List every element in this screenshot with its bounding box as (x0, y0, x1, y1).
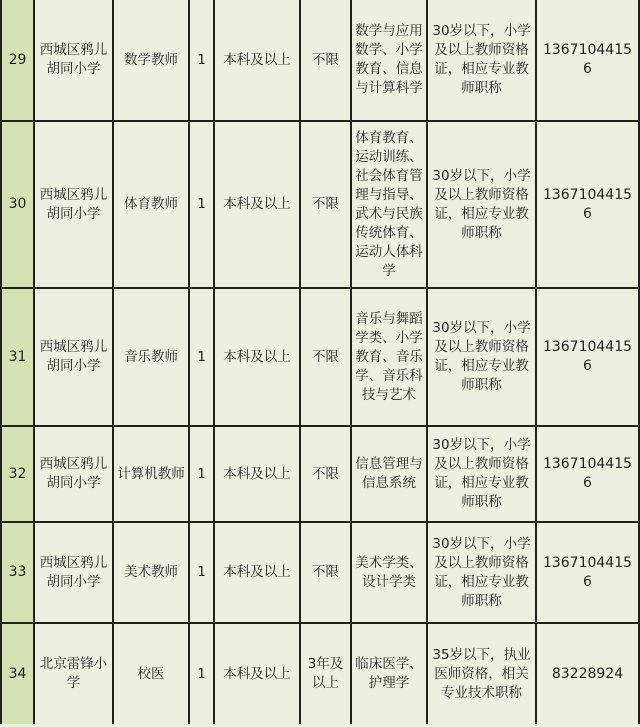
table-row (1, 623, 639, 724)
education-cell: 本科及以上 (214, 121, 300, 288)
row-number: 32 (1, 426, 34, 522)
experience-cell: 不限 (300, 0, 351, 121)
row-number: 30 (1, 121, 34, 288)
count-cell: 1 (189, 522, 214, 623)
requirement-cell: 30岁以下，小学及以上教师资格证，相应专业教师职称 (427, 0, 536, 121)
education-cell: 本科及以上 (214, 426, 300, 522)
phone-cell: 83228924 (536, 623, 639, 724)
position-cell: 计算机教师 (113, 426, 189, 522)
count-cell: 1 (189, 121, 214, 288)
phone-cell: 13671044156 (536, 288, 639, 426)
major-cell: 体育教育、运动训练、社会体育管理与指导、武术与民族传统体育、运动人体科学 (351, 121, 427, 288)
experience-cell: 不限 (300, 288, 351, 426)
experience-cell: 不限 (300, 522, 351, 623)
major-cell: 信息管理与信息系统 (351, 426, 427, 522)
requirement-cell: 30岁以下，小学及以上教师资格证，相应专业教师职称 (427, 121, 536, 288)
education-cell: 本科及以上 (214, 522, 300, 623)
school-cell: 北京雷锋小学 (34, 623, 113, 724)
row-number: 31 (1, 288, 34, 426)
position-cell: 美术教师 (113, 522, 189, 623)
phone-cell: 13671044156 (536, 0, 639, 121)
requirement-cell: 35岁以下，执业医师资格，相关专业技术职称 (427, 623, 536, 724)
requirement-cell: 30岁以下，小学及以上教师资格证，相应专业教师职称 (427, 288, 536, 426)
school-cell: 西城区鸦儿胡同小学 (34, 0, 113, 121)
row-number: 34 (1, 623, 34, 724)
school-cell: 西城区鸦儿胡同小学 (34, 522, 113, 623)
row-number: 33 (1, 522, 34, 623)
requirement-cell: 30岁以下，小学及以上教师资格证，相应专业教师职称 (427, 522, 536, 623)
experience-cell: 3年及以上 (300, 623, 351, 724)
school-cell: 西城区鸦儿胡同小学 (34, 288, 113, 426)
major-cell: 美术学类、设计学类 (351, 522, 427, 623)
table-row (1, 426, 639, 522)
count-cell: 1 (189, 0, 214, 121)
position-cell: 校医 (113, 623, 189, 724)
phone-cell: 13671044156 (536, 121, 639, 288)
table-row (1, 288, 639, 426)
education-cell: 本科及以上 (214, 288, 300, 426)
education-cell: 本科及以上 (214, 623, 300, 724)
table-row (1, 121, 639, 288)
major-cell: 数学与应用数学、小学教育、信息与计算科学 (351, 0, 427, 121)
experience-cell: 不限 (300, 121, 351, 288)
position-cell: 音乐教师 (113, 288, 189, 426)
education-cell: 本科及以上 (214, 0, 300, 121)
major-cell: 音乐与舞蹈学类、小学教育、音乐学、音乐科技与艺术 (351, 288, 427, 426)
position-cell: 体育教师 (113, 121, 189, 288)
row-number: 29 (1, 0, 34, 121)
table-row (1, 522, 639, 623)
table-row (1, 0, 639, 121)
school-cell: 西城区鸦儿胡同小学 (34, 121, 113, 288)
experience-cell: 不限 (300, 426, 351, 522)
count-cell: 1 (189, 623, 214, 724)
count-cell: 1 (189, 426, 214, 522)
phone-cell: 13671044156 (536, 522, 639, 623)
major-cell: 临床医学、护理学 (351, 623, 427, 724)
count-cell: 1 (189, 288, 214, 426)
phone-cell: 13671044156 (536, 426, 639, 522)
school-cell: 西城区鸦儿胡同小学 (34, 426, 113, 522)
requirement-cell: 30岁以下，小学及以上教师资格证，相应专业教师职称 (427, 426, 536, 522)
position-cell: 数学教师 (113, 0, 189, 121)
